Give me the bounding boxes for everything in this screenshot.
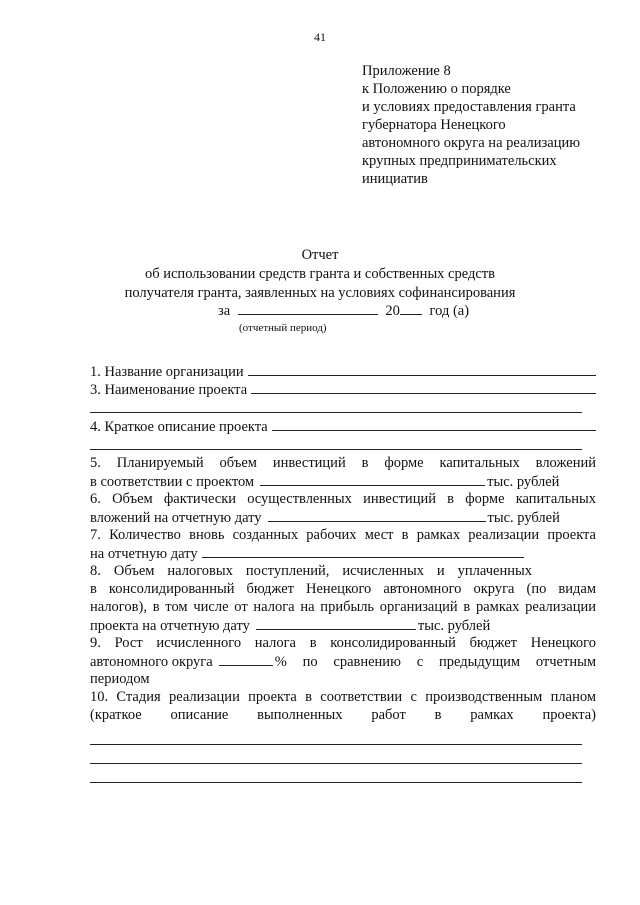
appendix-header bbox=[362, 62, 622, 188]
item-tax-revenue-line2 bbox=[90, 580, 596, 598]
item-label: 4. Краткое описание проекта bbox=[90, 419, 268, 435]
period-field[interactable] bbox=[238, 302, 378, 315]
unit-label: тыс. рублей bbox=[487, 474, 560, 490]
item-tax-revenue-line4 bbox=[90, 616, 596, 634]
item-project-stage bbox=[90, 688, 596, 706]
item-label: 3. Наименование проекта bbox=[90, 382, 248, 398]
item-project-description bbox=[90, 417, 596, 435]
tax-revenue-field[interactable] bbox=[256, 616, 416, 630]
item-label: 9. Рост исчисленного налога в консолидированный бюджет Ненецкого bbox=[90, 635, 596, 651]
item-label: периодом bbox=[90, 671, 150, 687]
report-title bbox=[0, 246, 640, 303]
actual-investment-field[interactable] bbox=[268, 508, 486, 522]
planned-investment-field[interactable] bbox=[260, 472, 485, 486]
item-label: 1. Название организации bbox=[90, 364, 244, 380]
appendix-line: автономного округа на реализацию bbox=[362, 135, 581, 151]
item-project-stage-line2 bbox=[90, 706, 596, 724]
item-actual-investment bbox=[90, 490, 596, 508]
appendix-line: губернатора Ненецкого bbox=[362, 117, 506, 133]
item-label: в соответствии с проектом bbox=[90, 474, 255, 490]
item-new-jobs bbox=[90, 526, 596, 544]
item-label: налогов), в том числе от налога на прибыль организаций в рамках реализации bbox=[90, 599, 596, 615]
appendix-line: инициатив bbox=[362, 171, 428, 187]
item-tax-growth-line3 bbox=[90, 670, 596, 688]
item-label: проекта на отчетную дату bbox=[90, 618, 250, 634]
item-label: 7. Количество вновь созданных рабочих мест в рамках реализации проекта bbox=[90, 527, 596, 543]
item-tax-growth-line2 bbox=[90, 652, 596, 670]
item-label: вложений на отчетную дату bbox=[90, 510, 262, 526]
item-label: 8. Объем налоговых поступлений, исчисленных и уплаченных bbox=[90, 563, 532, 579]
appendix-line: к Положению о порядке bbox=[362, 81, 511, 97]
period-prefix: за bbox=[218, 303, 231, 319]
item-label: 10. Стадия реализации проекта в соответствии с производственным планом bbox=[90, 689, 596, 705]
tax-growth-field[interactable] bbox=[219, 652, 273, 666]
project-stage-field-2[interactable] bbox=[90, 749, 582, 764]
item-actual-investment-line2 bbox=[90, 508, 596, 526]
year-field[interactable] bbox=[400, 302, 422, 315]
year-suffix: год (а) bbox=[429, 303, 470, 319]
page-number: 41 bbox=[314, 30, 326, 44]
item-tax-growth bbox=[90, 634, 596, 652]
item-planned-investment bbox=[90, 454, 596, 472]
item-tax-revenue-line3 bbox=[90, 598, 596, 616]
item-label: на отчетную дату bbox=[90, 546, 198, 562]
item-label: автономного округа bbox=[90, 654, 213, 670]
item-label: в консолидированный бюджет Ненецкого автономного округа (по видам bbox=[90, 581, 596, 597]
item-tax-revenue bbox=[90, 562, 596, 580]
report-form bbox=[90, 362, 596, 787]
unit-label: тыс. рублей bbox=[417, 618, 491, 634]
project-name-field-continued[interactable] bbox=[90, 398, 582, 413]
report-subtitle-line2: получателя гранта, заявленных на условиях софинансирования bbox=[124, 285, 516, 301]
unit-label: тыс. рублей bbox=[487, 510, 560, 526]
item-organization bbox=[90, 362, 596, 380]
organization-field[interactable] bbox=[248, 362, 596, 376]
item-label: (краткое описание выполненных работ в рамках проекта) bbox=[90, 707, 596, 723]
item-planned-investment-line2 bbox=[90, 472, 596, 490]
item-label: 5. Планируемый объем инвестиций в форме капитальных вложений bbox=[90, 455, 596, 471]
project-description-field-continued[interactable] bbox=[90, 435, 582, 450]
appendix-line: и условиях предоставления гранта bbox=[362, 99, 576, 115]
year-prefix: 20 bbox=[385, 303, 400, 319]
report-subtitle-line1: об использовании средств гранта и собственных средств bbox=[144, 266, 495, 282]
item-project-name bbox=[90, 380, 596, 398]
item-label: 6. Объем фактически осуществленных инвестиций в форме капитальных bbox=[90, 491, 596, 507]
item-label: % по сравнению с предыдущим отчетным bbox=[274, 654, 596, 670]
project-stage-field-1[interactable] bbox=[90, 730, 582, 745]
new-jobs-field[interactable] bbox=[202, 544, 524, 558]
appendix-line: Приложение 8 bbox=[362, 63, 451, 79]
project-name-field[interactable] bbox=[251, 380, 596, 394]
appendix-line: крупных предпринимательских bbox=[362, 153, 557, 169]
reporting-period-row bbox=[218, 302, 469, 320]
period-caption: (отчетный период) bbox=[239, 322, 327, 334]
project-stage-field-3[interactable] bbox=[90, 768, 582, 783]
item-new-jobs-line2 bbox=[90, 544, 596, 562]
project-description-field[interactable] bbox=[272, 417, 596, 431]
report-heading: Отчет bbox=[301, 247, 339, 263]
